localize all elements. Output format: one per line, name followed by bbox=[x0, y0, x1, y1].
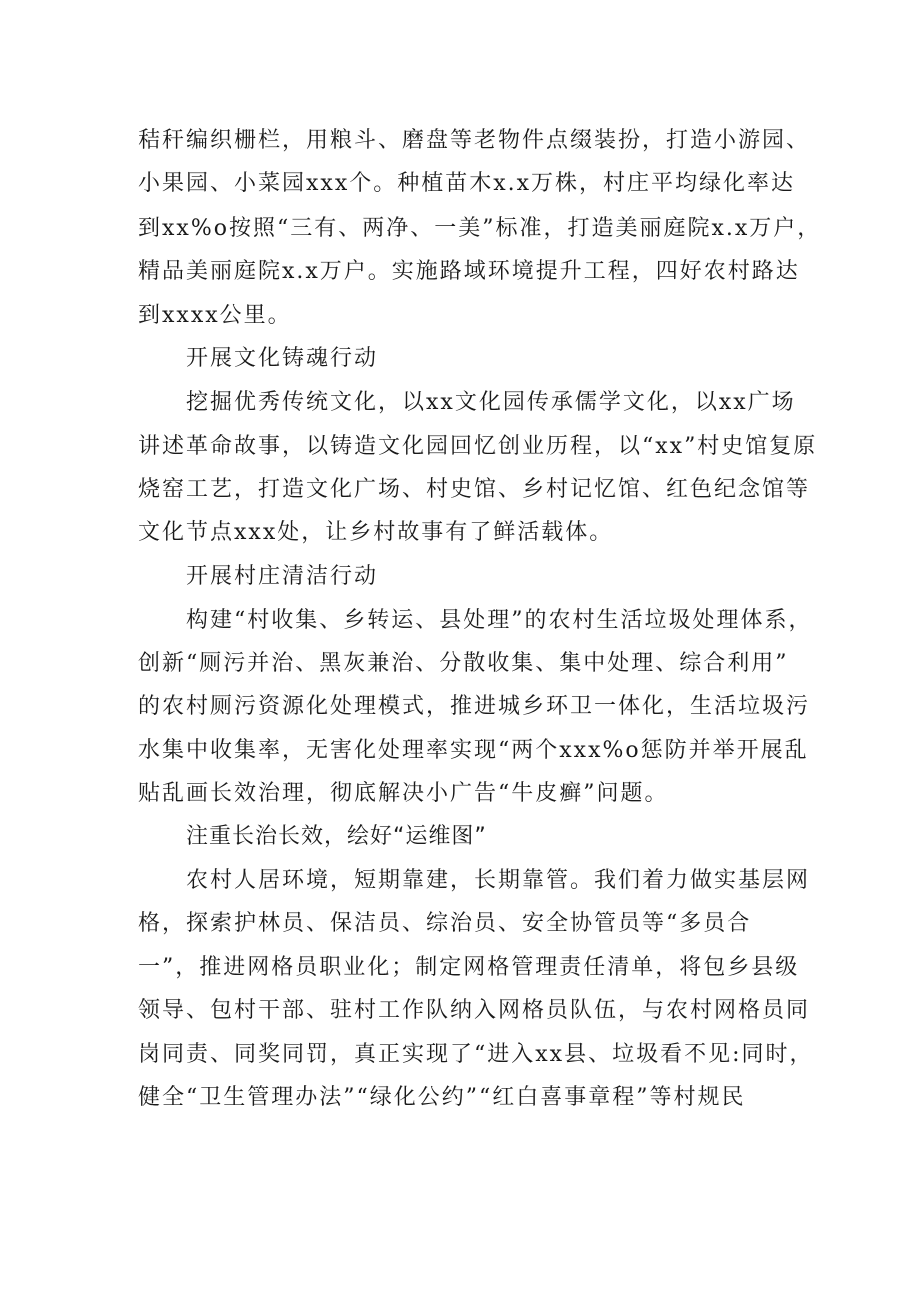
paragraph-line: 格，探索护林员、保洁员、综治员、安全协管员等“多员合 bbox=[138, 911, 752, 936]
paragraph-line: 健全“卫生管理办法”“绿化公约”“红白喜事章程”等村规民 bbox=[138, 1085, 746, 1110]
section-title: 开展村庄清洁行动 bbox=[186, 564, 379, 589]
bold-heading: 注重长治长效，绘好“运维图” bbox=[186, 824, 487, 849]
paragraph-line: 烧窑工艺，打造文化广场、村史馆、乡村记忆馆、红色纪念馆等 bbox=[138, 477, 811, 502]
paragraph-line: 到xx%o按照“三有、两净、一美”标准，打造美丽庭院x.x万户， bbox=[138, 216, 822, 241]
paragraph-line: 到xxxx公里。 bbox=[138, 303, 292, 328]
paragraph-line: 贴乱画长效治理，彻底解决小广告“牛皮癣”问题。 bbox=[138, 781, 669, 806]
paragraph-line: 的农村厕污资源化处理模式，推进城乡环卫一体化，生活垃圾污 bbox=[138, 694, 811, 719]
paragraph-line: 构建“村收集、乡转运、县处理”的农村生活垃圾处理体系， bbox=[186, 608, 813, 633]
paragraph-line: 精品美丽庭院x.x万户。实施路域环境提升工程，四好农村路达 bbox=[138, 259, 800, 284]
paragraph-line: 农村人居环境，短期靠建，长期靠管。我们着力做实基层网 bbox=[186, 868, 811, 893]
paragraph-line: 一”，推进网格员职业化；制定网格管理责任清单，将包乡县级 bbox=[138, 955, 800, 980]
paragraph-line: 小果园、小菜园xxx个。种植苗木x.x万株，村庄平均绿化率达 bbox=[138, 171, 796, 196]
paragraph-line: 岗同责、同奖同罚，真正实现了“进入xx县、垃圾看不见:同时， bbox=[138, 1042, 814, 1067]
paragraph-line: 领导、包村干部、驻村工作队纳入网格员队伍，与农村网格员同 bbox=[138, 998, 811, 1023]
paragraph-line: 水集中收集率，无害化处理率实现“两个xxx%o惩防并举开展乱 bbox=[138, 738, 809, 763]
section-title: 开展文化铸魂行动 bbox=[186, 346, 379, 371]
paragraph-line: 讲述革命故事，以铸造文化园回忆创业历程，以“xx”村史馆复原 bbox=[138, 434, 818, 459]
paragraph-line: 秸秆编织栅栏，用粮斗、磨盘等老物件点缀装扮，打造小游园、 bbox=[138, 128, 811, 153]
paragraph-line: 挖掘优秀传统文化，以xx文化园传承儒学文化，以xx广场 bbox=[186, 390, 796, 415]
paragraph-line: 创新“厕污并治、黑灰兼治、分散收集、集中处理、综合利用” bbox=[138, 651, 789, 676]
paragraph-line: 文化节点xxx处，让乡村故事有了鲜活载体。 bbox=[138, 520, 614, 545]
